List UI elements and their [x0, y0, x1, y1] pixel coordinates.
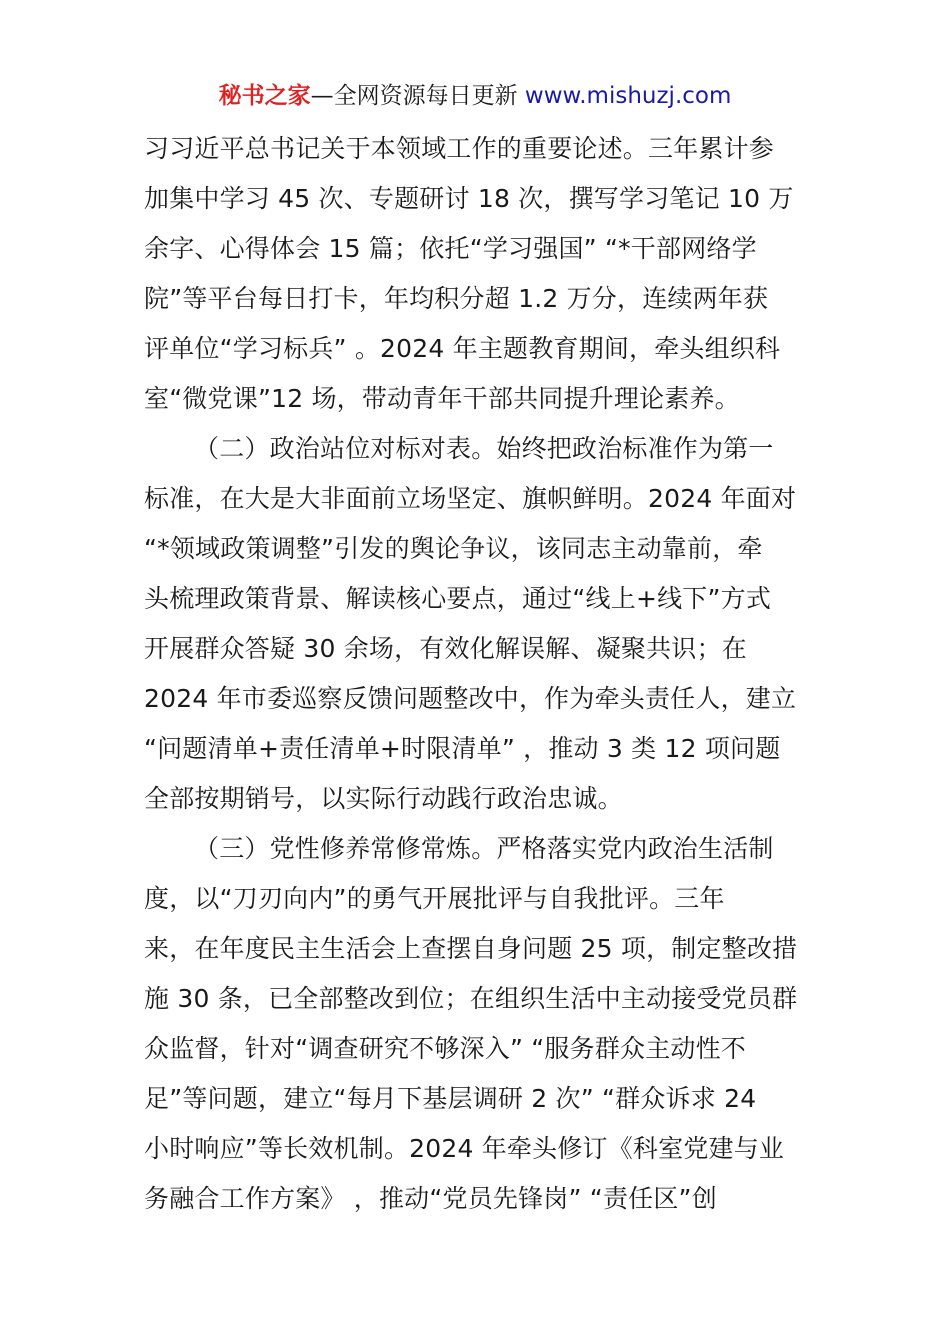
- text-line: 施 30 条，已全部整改到位；在组织生活中主动接受党员群: [144, 984, 798, 1013]
- text-line: 习习近平总书记关于本领域工作的重要论述。三年累计参: [144, 134, 775, 163]
- page-header: [0, 80, 950, 112]
- section-heading-line: （三）党性修养常修常炼。严格落实党内政治生活制: [194, 834, 774, 863]
- text-line: “*领域政策调整”引发的舆论争议，该同志主动靠前，牵: [144, 534, 763, 563]
- text-line: 众监督，针对“调查研究不够深入” “服务群众主动性不: [144, 1034, 747, 1063]
- text-line: 开展群众答疑 30 余场，有效化解误解、凝聚共识；在: [144, 634, 747, 663]
- text-line: “问题清单+责任清单+时限清单” ，推动 3 类 12 项问题: [144, 734, 781, 763]
- text-line: 务融合工作方案》 ，推动“党员先锋岗” “责任区”创: [144, 1184, 717, 1213]
- text-line: 头梳理政策背景、解读核心要点，通过“线上+线下”方式: [144, 584, 772, 613]
- text-line: 余字、心得体会 15 篇；依托“学习强国” “*干部网络学: [144, 234, 757, 263]
- text-line: 小时响应”等长效机制。2024 年牵头修订《科室党建与业: [144, 1134, 785, 1163]
- text-line: 足”等问题，建立“每月下基层调研 2 次” “群众诉求 24: [144, 1084, 757, 1113]
- text-line: 室“微党课”12 场，带动青年干部共同提升理论素养。: [144, 384, 740, 413]
- text-line: 院”等平台每日打卡，年均积分超 1.2 万分，连续两年获: [144, 284, 769, 313]
- text-line: 全部按期销号，以实际行动践行政治忠诚。: [144, 784, 623, 813]
- brand-name: 秘书之家: [218, 83, 311, 109]
- text-line: 2024 年市委巡察反馈问题整改中，作为牵头责任人，建立: [144, 684, 797, 713]
- site-url-link[interactable]: www.mishuzj.com: [524, 83, 732, 109]
- section-heading-line: （二）政治站位对标对表。始终把政治标准作为第一: [194, 434, 774, 463]
- text-line: 加集中学习 45 次、专题研讨 18 次，撰写学习笔记 10 万: [144, 184, 794, 213]
- text-line: 评单位“学习标兵” 。2024 年主题教育期间，牵头组织科: [144, 334, 781, 363]
- header-tagline: —全网资源每日更新: [310, 83, 518, 109]
- text-line: 度，以“刀刃向内”的勇气开展批评与自我批评。三年: [144, 884, 725, 913]
- text-line: 标准，在大是大非面前立场坚定、旗帜鲜明。2024 年面对: [144, 484, 797, 513]
- text-line: 来，在年度民主生活会上查摆自身问题 25 项，制定整改措: [144, 934, 798, 963]
